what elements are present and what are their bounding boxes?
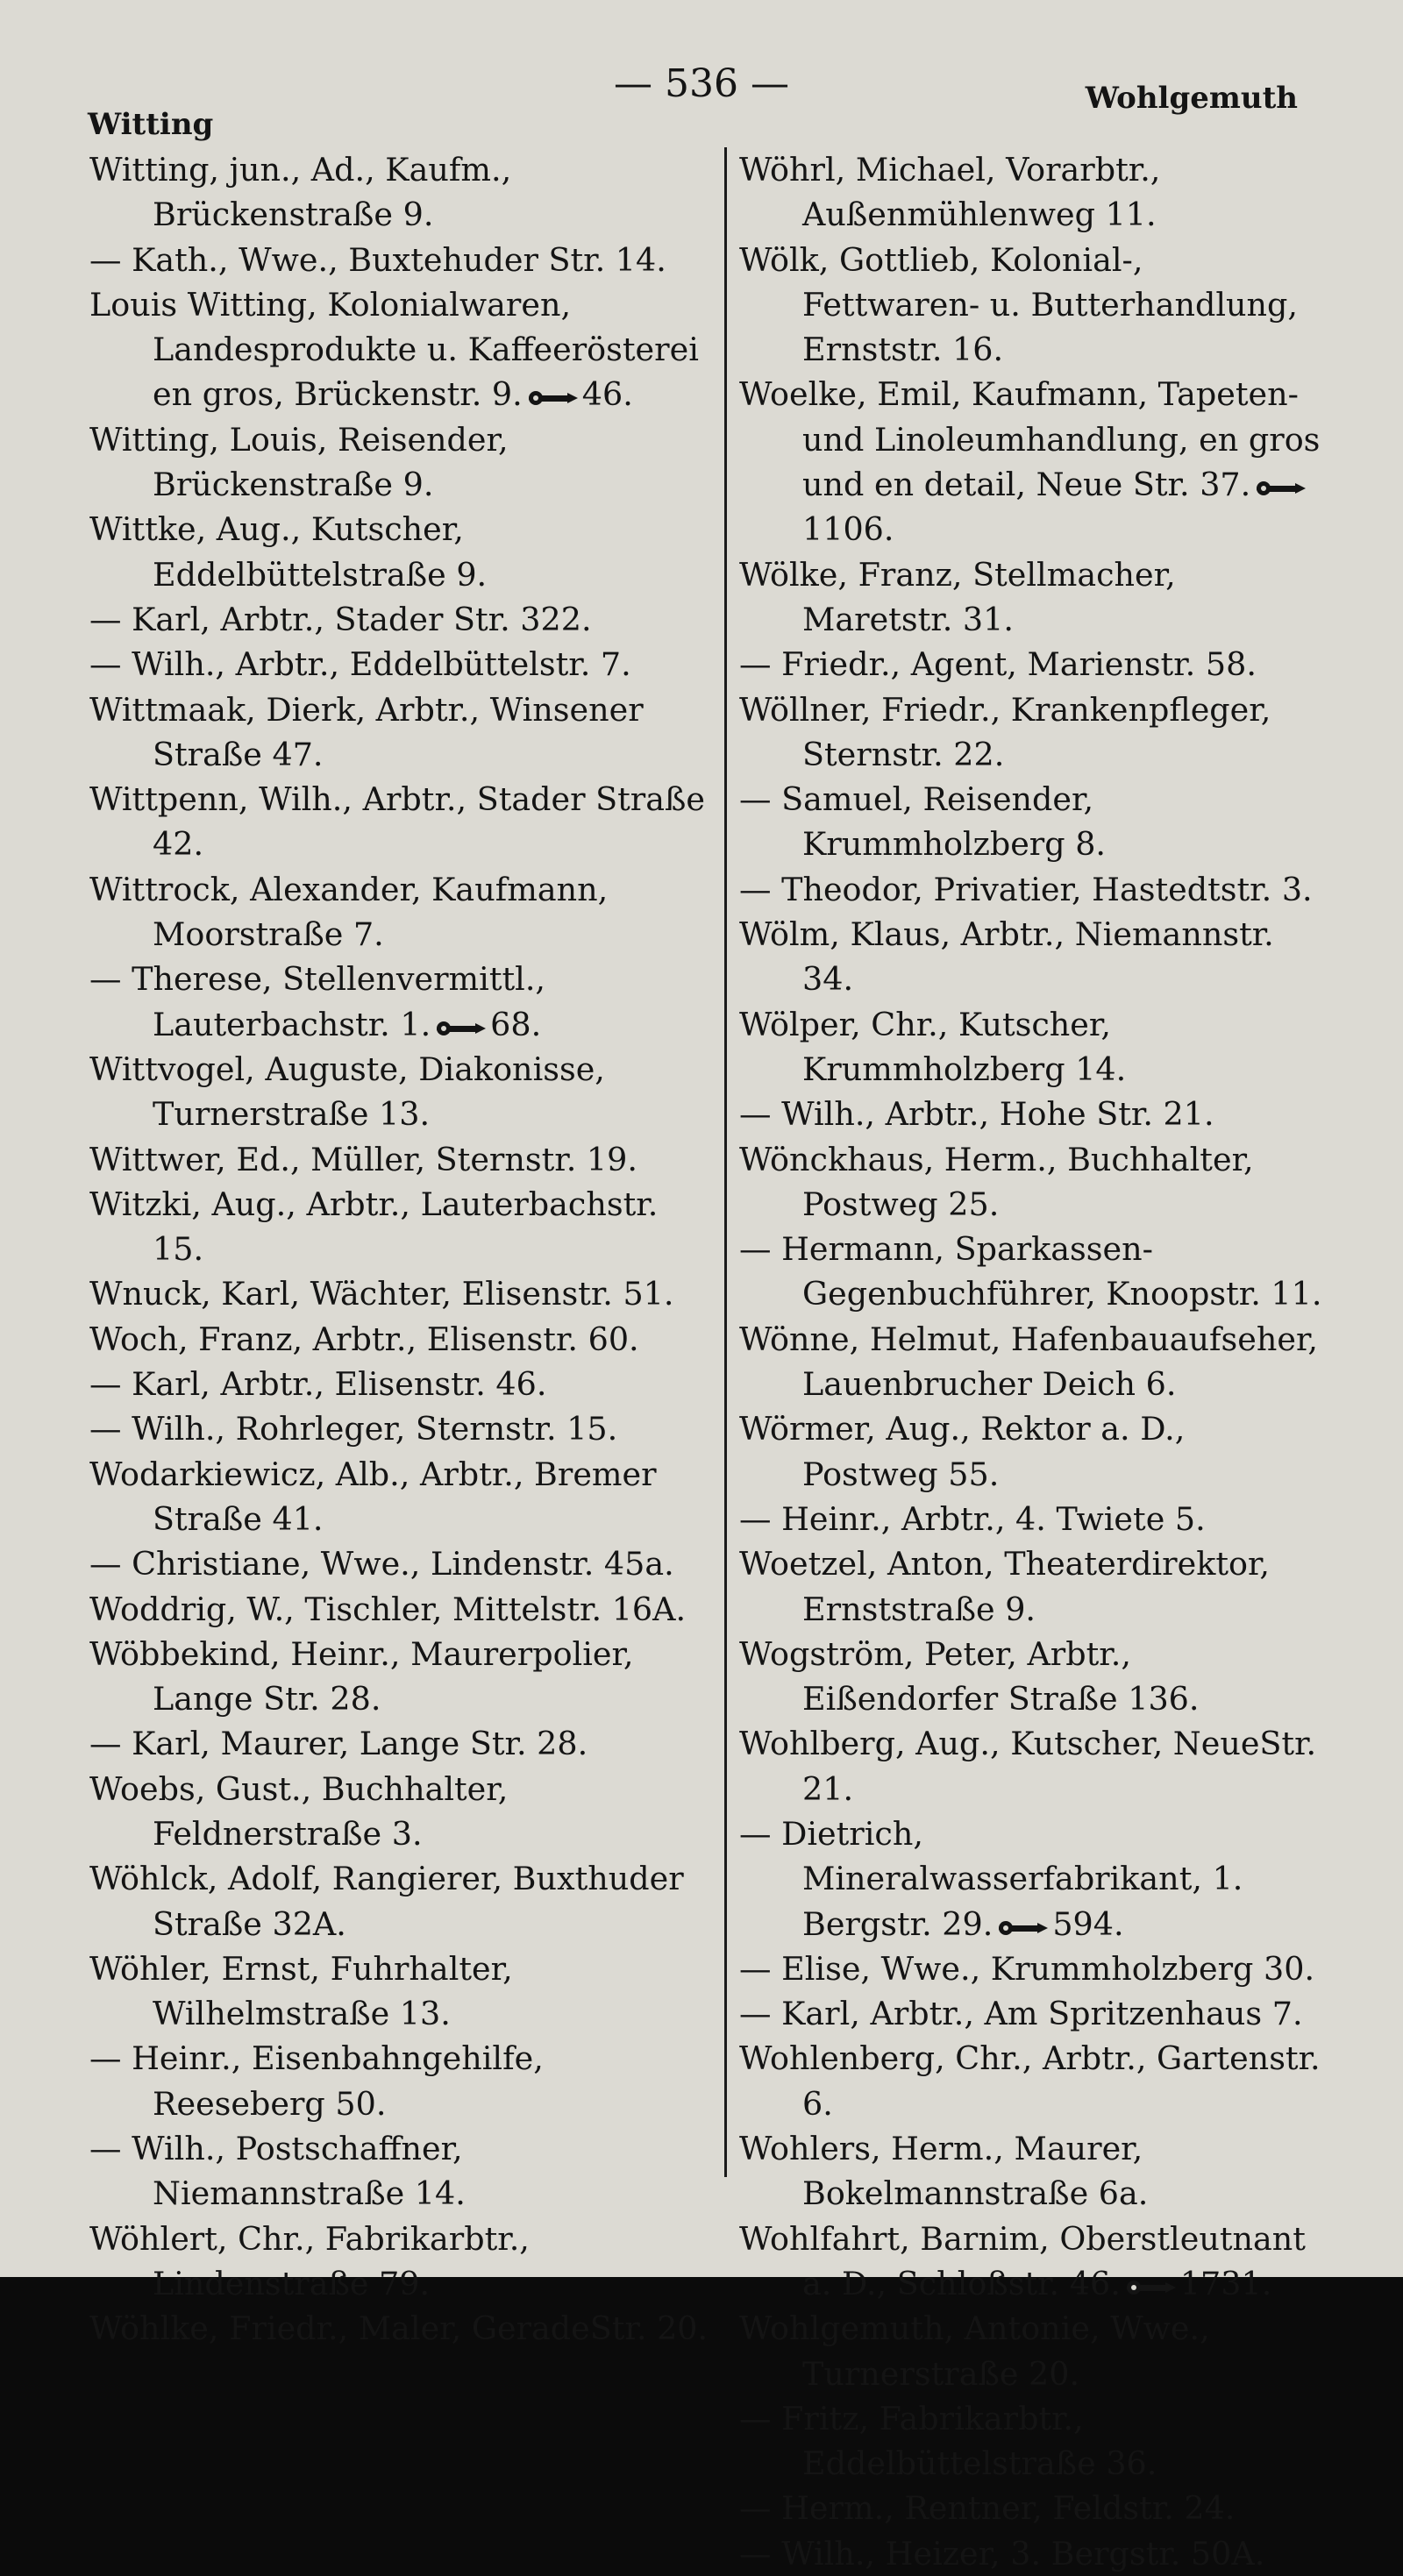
entry-text: — Wilh., Rohrleger, Sternstr. 15. [89,1410,618,1448]
directory-entry [89,1856,710,1946]
entry-text: — Friedr., Agent, Marienstr. 58. [739,645,1257,684]
directory-entry [739,1811,1325,1946]
directory-entry [89,1047,710,1137]
directory-entry [739,1406,1325,1497]
entry-text: — Wilh., Arbtr., Hohe Str. 21. [739,1095,1214,1134]
entry-text: Wönckhaus, Herm., Buchhalter, Postweg 25. [739,1140,1254,1223]
phone-number: 46. [581,375,633,414]
directory-entry [89,642,710,687]
directory-entry [89,1946,710,2037]
directory-entry [89,2217,710,2307]
directory-entry [739,1991,1325,2036]
phone-number: 68. [490,1005,542,1043]
directory-entry [739,238,1325,373]
entry-text: Wöhlck, Adolf, Rangierer, Buxthuder Straße 32A. [89,1860,684,1943]
entry-text: — Kath., Wwe., Buxtehuder Str. 14. [89,240,666,279]
directory-entry [739,2036,1325,2126]
directory-entry [739,1137,1325,1228]
entry-text: Wöbbekind, Heinr., Maurerpolier, Lange Str. 28. [89,1634,634,1719]
directory-entry [89,687,710,778]
left-column [89,147,710,2352]
directory-entry [89,1587,710,1632]
entry-text: — Wilh., Heizer, 3. Bergstr. 50A. [739,2534,1265,2572]
directory-entry [739,2531,1325,2576]
entry-text: Wölk, Gottlieb, Kolonial-, Fettwaren- u. Butterhandlung, Ernststr. 16. [739,240,1298,369]
directory-entry [739,642,1325,687]
directory-entry [739,1227,1325,1317]
entry-text: — Heinr., Eisenbahngehilfe, Reeseberg 50. [89,2039,544,2123]
phone-number: 1731. [1179,2264,1272,2302]
entry-text: — Karl, Arbtr., Am Spritzenhaus 7. [739,1995,1303,2033]
directory-entry [89,507,710,597]
directory-entry [89,597,710,642]
directory-entry [89,1182,710,1272]
directory-entry [739,1632,1325,1722]
entry-text: Woddrig, W., Tischler, Mittelstr. 16A. [89,1590,687,1628]
entry-text: Wohlfahrt, Barnim, Oberstleutnant a. D., Schloßstr. 46. [739,2219,1306,2302]
entry-text: Woetzel, Anton, Theaterdirektor, Ernststraße 9. [739,1545,1271,1628]
entry-text: Woch, Franz, Arbtr., Elisenstr. 60. [89,1320,639,1358]
right-column [739,147,1325,2576]
directory-entry [739,687,1325,778]
entry-text: Wogström, Peter, Arbtr., Eißendorfer Straße 136. [739,1634,1200,1719]
page-number: — 536 — [614,61,789,106]
directory-entry [89,777,710,867]
entry-text: Woebs, Gust., Buchhalter, Feldnerstraße 3. [89,1769,509,1853]
entry-text: Wölm, Klaus, Arbtr., Niemannstr. 34. [739,915,1274,999]
running-head-right: Wohlgemuth [1085,81,1298,116]
entry-text: Wöhlert, Chr., Fabrikarbtr., Lindenstraße 79. [89,2219,530,2302]
entry-text: — Heinr., Arbtr., 4. Twiete 5. [739,1499,1206,1538]
directory-entry [739,2486,1325,2530]
directory-entry [739,777,1325,867]
directory-entry [739,1092,1325,1136]
directory-entry [739,2306,1325,2396]
entry-text: Wnuck, Karl, Wächter, Elisenstr. 51. [89,1275,674,1313]
entry-text: Witting, Louis, Reisender, Brückenstraße 9. [89,420,509,504]
entry-text: Wittmaak, Dierk, Arbtr., Winsener Straße 47. [89,690,644,773]
directory-entry [89,1406,710,1451]
directory-entry [89,1452,710,1542]
directory-entry [739,2396,1325,2487]
directory-entry [739,1946,1325,1991]
directory-entry [739,867,1325,912]
directory-entry [89,1317,710,1362]
entry-text: — Elise, Wwe., Krummholzberg 30. [739,1949,1315,1988]
entry-text: Witting, jun., Ad., Kaufm., Brückenstraße 9. [89,151,512,234]
telephone-receiver-icon [1256,480,1307,497]
entry-text: Witzki, Aug., Arbtr., Lauterbachstr. 15. [89,1185,659,1269]
entry-text: Wönne, Helmut, Hafenbauaufseher, Lauenbrucher Deich 6. [739,1320,1319,1404]
directory-entry [89,1721,710,1766]
entry-text: — Wilh., Arbtr., Eddelbüttelstr. 7. [89,645,631,684]
directory-entry [739,1002,1325,1092]
directory-entry [89,238,710,282]
entry-text: Woelke, Emil, Kaufmann, Tapeten- und Linoleumhandlung, en gros und en detail, Neue Str. 37. [739,375,1321,504]
entry-text: Wittwer, Ed., Müller, Sternstr. 19. [89,1140,637,1178]
directory-entry [739,1541,1325,1632]
directory-entry [89,867,710,957]
phone-number: 1106. [802,510,894,549]
entry-text: Wittpenn, Wilh., Arbtr., Stader Straße 42. [89,780,706,864]
entry-text: Wörmer, Aug., Rektor a. D., Postweg 55. [739,1410,1186,1493]
directory-entry [739,1721,1325,1811]
directory-entry [739,2217,1325,2307]
entry-text: — Hermann, Sparkassen-Gegenbuchführer, Knoopstr. 11. [739,1230,1322,1313]
entry-text: Wöhlke, Friedr., Maler, GeradeStr. 20. [89,2309,709,2348]
entry-text: Wittrock, Alexander, Kaufmann, Moorstraße 7. [89,870,609,954]
directory-entry [89,957,710,1047]
entry-text: — Theodor, Privatier, Hastedtstr. 3. [739,870,1313,908]
entry-text: Louis Witting, Kolonialwaren, Landesprodukte u. Kaffeerösterei en gros, Brückenstr. 9. [89,285,699,414]
directory-entry [739,2126,1325,2217]
entry-text: — Karl, Arbtr., Elisenstr. 46. [89,1365,547,1404]
directory-entry [739,372,1325,551]
directory-entry [739,1497,1325,1541]
entry-text: — Herm., Rentner, Feldstr. 24. [739,2489,1236,2528]
telephone-receiver-icon [998,1919,1049,1937]
entry-text: — Dietrich, Mineralwasserfabrikant, 1. Bergstr. 29. [739,1814,1243,1943]
entry-text: — Samuel, Reisender, Krummholzberg 8. [739,780,1107,864]
phone-number: 594. [1052,1904,1124,1943]
entry-text: Wölke, Franz, Stellmacher, Maretstr. 31. [739,555,1176,638]
directory-entry [89,1541,710,1586]
directory-entry [739,912,1325,1002]
telephone-receiver-icon [528,389,579,407]
entry-text: — Fritz, Fabrikarbtr., Eddelbüttelstraße 36. [739,2399,1157,2483]
directory-entry [89,1271,710,1316]
column-divider [724,147,727,2177]
directory-entry [89,2306,710,2351]
entry-text: Wohlberg, Aug., Kutscher, NeueStr. 21. [739,1725,1317,1808]
entry-text: — Therese, Stellenvermittl., Lauterbachstr. 1. [89,960,546,1043]
entry-text: Wittvogel, Auguste, Diakonisse, Turnerstraße 13. [89,1050,605,1134]
entry-text: Wohlenberg, Chr., Arbtr., Gartenstr. 6. [739,2039,1321,2123]
entry-text: Wölper, Chr., Kutscher, Krummholzberg 14. [739,1005,1127,1088]
directory-entry [739,147,1325,238]
entry-text: Wöllner, Friedr., Krankenpfleger, Sternstr. 22. [739,690,1271,773]
telephone-receiver-icon [1126,2279,1177,2296]
directory-entry [89,282,710,417]
directory-entry [89,147,710,238]
entry-text: — Karl, Arbtr., Stader Str. 322. [89,600,592,638]
entry-text: — Christiane, Wwe., Lindenstr. 45a. [89,1545,674,1583]
directory-entry [739,1317,1325,1407]
page-header [0,61,1403,142]
entry-text: Wohlgemuth, Antonie, Wwe., Turnerstraße 20. [739,2309,1210,2393]
entry-text: Wohlers, Herm., Maurer, Bokelmannstraße 6a. [739,2130,1149,2213]
entry-text: Wöhler, Ernst, Fuhrhalter, Wilhelmstraße 13. [89,1949,513,2033]
entry-text: — Wilh., Postschaffner, Niemannstraße 14. [89,2130,466,2213]
directory-entry [89,1362,710,1406]
entry-text: Wöhrl, Michael, Vorarbtr., Außenmühlenweg 11. [739,151,1161,234]
telephone-receiver-icon [436,1020,487,1037]
directory-entry [89,1137,710,1182]
directory-entry [89,417,710,508]
directory-entry [89,2036,710,2126]
directory-entry [89,1632,710,1722]
directory-entry [89,1767,710,1857]
entry-text: — Karl, Maurer, Lange Str. 28. [89,1725,588,1763]
entry-text: Wodarkiewicz, Alb., Arbtr., Bremer Straße 41. [89,1455,657,1538]
directory-entry [89,2126,710,2217]
running-head-left: Witting [88,107,214,142]
entry-text: Wittke, Aug., Kutscher, Eddelbüttelstraße 9. [89,510,488,594]
directory-entry [739,552,1325,643]
